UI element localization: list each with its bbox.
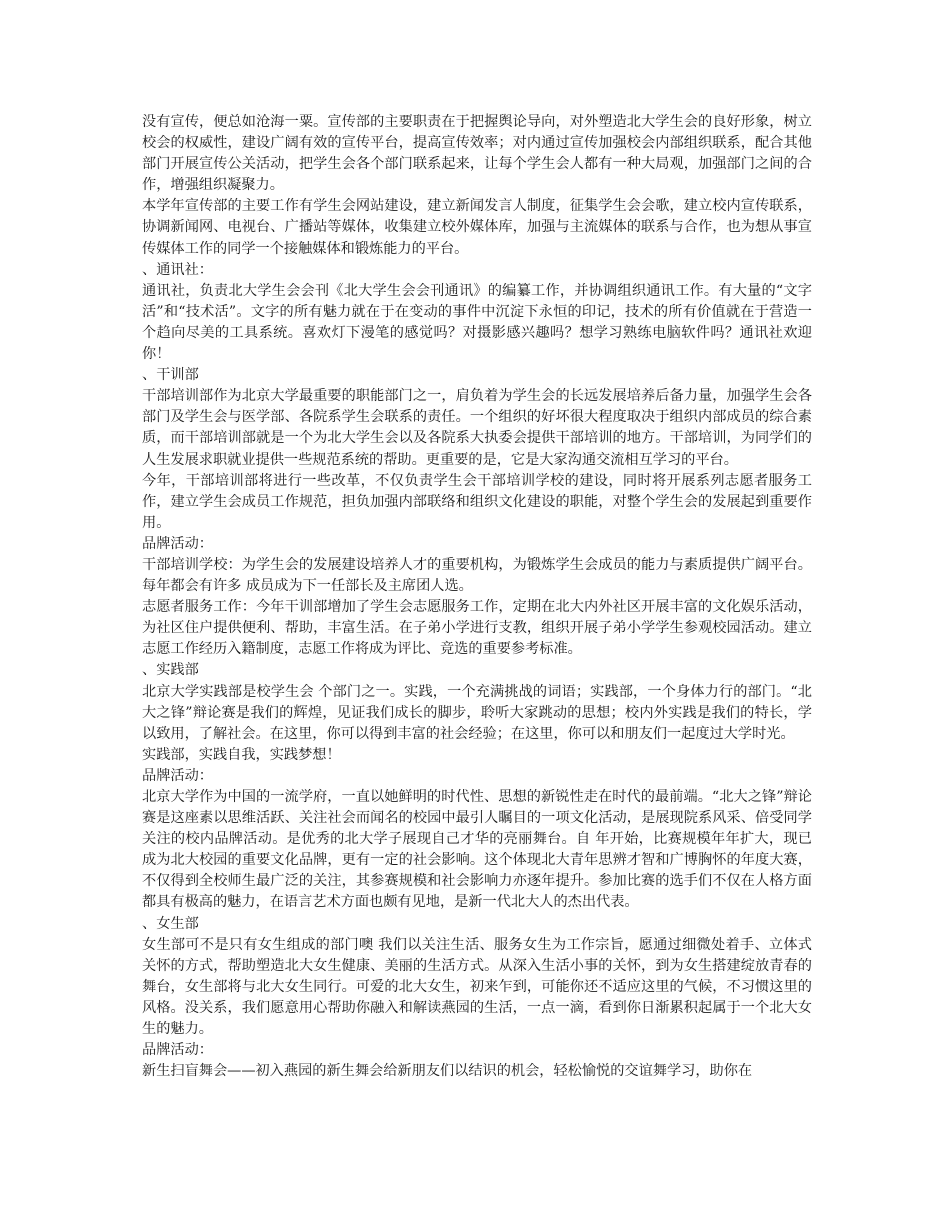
heading-brand-activities: 品牌活动： [142, 1042, 213, 1059]
paragraph-publicity-intro: 没有宣传，便总如沧海一粟。宣传部的主要职责在于把握舆论导向，对外塑造北大学生会的良好形象，树立校会的权威性，建设广阔有效的宣传平台，提高宣传效率；对内通过宣传加强校会内部组织联系，配合其他部门开展宣传公关活动，把学生会各个部门联系起来，让每个学生会人都有一种大局观，加强部门之间的合作，增强组织凝聚力。 [142, 114, 812, 194]
paragraph-debate-contest: 北京大学作为中国的一流学府，一直以她鲜明的时代性、思想的新锐性走在时代的最前端。“北大之锋”辩论赛是这座素以思维活跃、关注社会而闻名的校园中最引人瞩目的一项文化活动，是展现院系风采、倍受同学关注的校内品牌活动。是优秀的北大学子展现自己才华的亮丽舞台。自 年开始，比赛规模年年扩大，现已成为北大校园的重要文化品牌，更有一定的社会影响。这个体现北大青年思辨才智和广博胸怀的年度大赛，不仅得到全校师生最广泛的关注，其参赛规模和社会影响力亦逐年提升。参加比赛的选手们不仅在人格方面都具有极高的魅力，在语言艺术方面也颇有见地，是新一代北大人的杰出代表。 [142, 789, 812, 911]
paragraph-cadre-training-reform: 今年，干部培训部将进行一些改革，不仅负责学生会干部培训学校的建设，同时将开展系列志愿者服务工作，建立学生会成员工作规范，担负加强内部联络和组织文化建设的职能，对整个学生会的发展起到重要作用。 [142, 472, 812, 531]
paragraph-news-agency: 通讯社，负责北大学生会会刊《北大学生会会刊通讯》的编纂工作，并协调组织通讯工作。有大量的“文字活”和“技术活”。文字的所有魅力就在于在变动的事件中沉淀下永恒的印记，技术的所有价值就在于营造一个趋向尽美的工具系统。喜欢灯下漫笔的感觉吗？对摄影感兴趣吗？想学习熟练电脑软件吗？通讯社欢迎你！ [142, 282, 812, 363]
heading-practice-dept: 、实践部 [142, 662, 199, 679]
paragraph-cadre-training-intro: 干部培训部作为北京大学最重要的职能部门之一，肩负着为学生会的长远发展培养后备力量，加强学生会各部门及学生会与医学部、各院系学生会联系的责任。一个组织的好坏很大程度取决于组织内部成员的综合素质，而干部培训部就是一个为北大学生会以及各院系大执委会提供干部培训的地方。干部培训，为同学们的人生发展求职就业提供一些规范系统的帮助。更重要的是，它是大家沟通交流相互学习的平台。 [142, 388, 812, 468]
paragraph-practice-slogan: 实践部，实践自我，实践梦想！ [142, 746, 341, 763]
paragraph-practice-dept: 北京大学实践部是校学生会 个部门之一。实践，一个充满挑战的词语；实践部，一个身体力行的部门。“北大之锋”辩论赛是我们的辉煌，见证我们成长的脚步，聆听大家跳动的思想；校内外实践是我们的特长，学以致用，了解社会。在这里，你可以得到丰富的社会经验；在这里，你可以和朋友们一起度过大学时光。 [142, 683, 812, 742]
heading-brand-activities: 品牌活动： [142, 767, 213, 784]
heading-news-agency: 、通讯社： [142, 261, 213, 278]
heading-cadre-training: 、干训部 [142, 367, 199, 384]
paragraph-women-dept: 女生部可不是只有女生组成的部门噢 我们以关注生活、服务女生为工作宗旨，愿通过细微处着手、立体式关怀的方式，帮助塑造北大女生健康、美丽的生活方式。从深入生活小事的关怀，到为女生搭建绽放青春的舞台，女生部将与北大女生同行。可爱的北大女生，初来乍到，可能你还不适应这里的气候，不习惯这里的风格。没关系，我们愿意用心帮助你融入和解读燕园的生活，一点一滴，看到你日渐累积起属于一个北大女生的魅力。 [142, 936, 812, 1038]
paragraph-publicity-work: 本学年宣传部的主要工作有学生会网站建设，建立新闻发言人制度，征集学生会会歌，建立校内宣传联系，协调新闻网、电视台、广播站等媒体，收集建立校外媒体库，加强与主流媒体的联系与合作，也为想从事宣传媒体工作的同学一个接触媒体和锻炼能力的平台。 [142, 198, 812, 257]
heading-women-dept: 、女生部 [142, 915, 199, 932]
paragraph-training-school: 干部培训学校：为学生会的发展建设培养人才的重要机构，为锻炼学生会成员的能力与素质提供广阔平台。每年都会有许多 成员成为下一任部长及主席团人选。 [142, 556, 812, 595]
document-body [142, 112, 812, 1082]
paragraph-volunteer-service: 志愿者服务工作：今年干训部增加了学生会志愿服务工作，定期在北大内外社区开展丰富的文化娱乐活动，为社区住户提供便利、帮助，丰富生活。在子弟小学进行支教，组织开展子弟小学学生参观校园活动。建立志愿工作经历入籍制度，志愿工作将成为评比、竞选的重要参考标准。 [142, 599, 812, 658]
paragraph-freshman-dance: 新生扫盲舞会——初入燕园的新生舞会给新朋友们以结识的机会，轻松愉悦的交谊舞学习，助你在 [142, 1063, 753, 1080]
heading-brand-activities: 品牌活动： [142, 535, 213, 552]
